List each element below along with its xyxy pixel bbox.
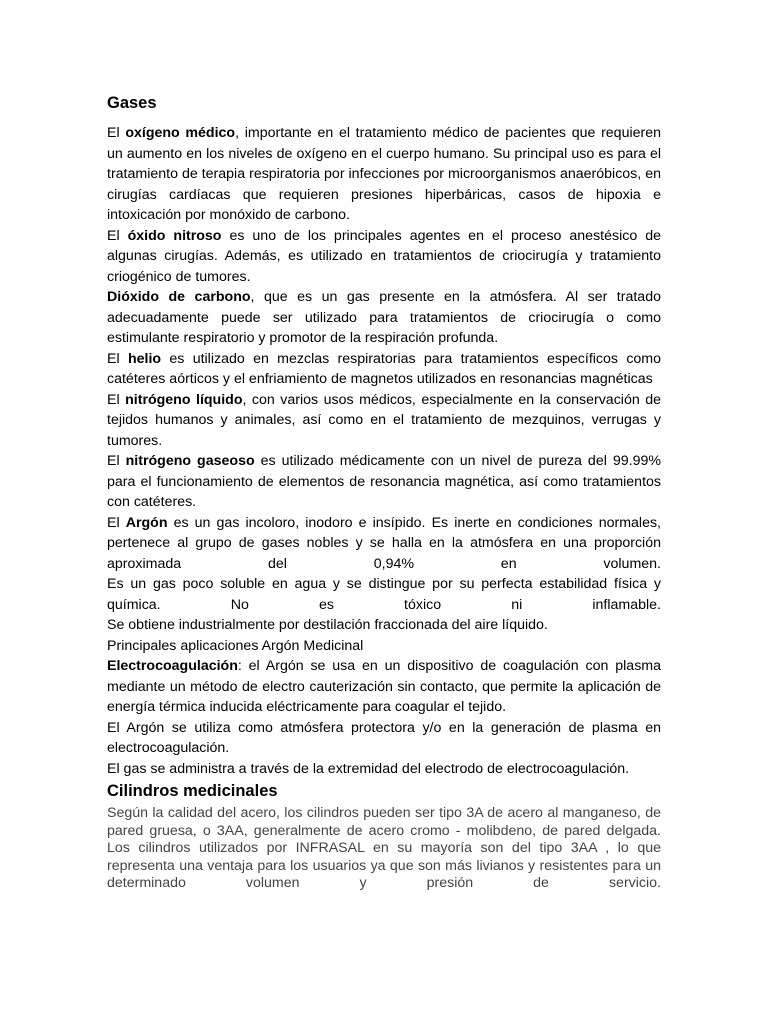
paragraph-oxido-nitroso — [107, 226, 661, 288]
paragraph-gas-administra: El gas se administra a través de la extremidad del electrodo de electrocoagulación. — [107, 760, 630, 777]
document-page — [107, 92, 661, 893]
paragraph-cilindros: Según la calidad del acero, los cilindros pueden ser tipo 3A de acero al manganeso, de pared gruesa, o 3AA, generalmente de acero cromo - molibdeno, de pared delgada. Los cilindros utilizados por INFRASAL en su mayoría son del tipo 3AA , lo que representa una ventaja para los usuarios ya que son más livianos y resistentes para un determinado volumen y presión de servicio. — [107, 805, 661, 892]
text-oxido-pre: El — [107, 227, 128, 244]
term-nitrogeno-liquido: nitrógeno líquido — [125, 391, 243, 408]
text-oxigeno-body: , importante en el tratamiento médico de pacientes que requieren un aumento en los niveles de oxígeno en el cuerpo humano. Su principal uso es para el tratamiento de terapia respiratoria por infecciones por microorganismos anaeróbicos, en cirugías cardíacas que requieren presiones hiperbáricas, casos de hipoxia e intoxicación por monóxido de carbono. — [107, 125, 662, 223]
term-helio: helio — [127, 350, 162, 367]
term-nitrogeno-gaseoso: nitrógeno gaseoso — [125, 453, 255, 469]
paragraph-oxigeno — [107, 123, 661, 226]
text-nitrogeno-liquido-body: , con varios usos médicos, especialmente en la conservación de tejidos humanos y animales, así como en el tratamiento de mezquinos, verrugas y tumores. — [107, 391, 661, 449]
paragraph-nitrogeno-gaseoso — [107, 451, 661, 513]
term-dioxido-carbono: Dióxido de carbono — [107, 289, 251, 305]
term-electrocoagulacion: Electrocoagulación — [107, 658, 238, 674]
paragraph-aplicaciones: Principales aplicaciones Argón Medicinal — [107, 637, 364, 654]
paragraph-argon-obtiene: Se obtiene industrialmente por destilación fraccionada del aire líquido. — [107, 617, 548, 633]
term-oxido-nitroso: óxido nitroso — [127, 227, 222, 244]
paragraph-electrocoagulacion — [107, 656, 661, 718]
text-argon-pre: El — [107, 514, 126, 531]
paragraph-helio — [107, 349, 661, 390]
text-oxigeno-pre: El — [107, 125, 126, 141]
text-helio-body: es utilizado en mezclas respiratorias para tratamientos específicos como catéteres aórticos y el enfriamiento de magnetos utilizados en resonancias magnéticas — [107, 350, 662, 387]
text-argon-body: es un gas incoloro, inodoro e insípido. Es inerte en condiciones normales, pertenece al grupo de gases nobles y se halla en la atmósfera en una proporción aproximada del 0,94% en volumen. — [107, 514, 661, 572]
heading-cilindros-medicinales: Cilindros medicinales — [107, 782, 278, 800]
paragraph-nitrogeno-liquido — [107, 390, 661, 452]
paragraph-argon-soluble: Es un gas poco soluble en agua y se distingue por su perfecta estabilidad física y química. No es tóxico ni inflamable. — [107, 576, 661, 613]
text-nitrogeno-gaseoso-pre: El — [107, 453, 126, 469]
text-nitrogeno-liquido-pre: El — [107, 391, 126, 408]
heading-gases: Gases — [107, 94, 157, 112]
text-dioxido-body: , que es un gas presente en la atmósfera. Al ser tratado adecuadamente puede ser utilizado para tratamientos de criocirugía o como estimulante respiratorio y promotor de la respiración profunda. — [107, 289, 661, 346]
paragraph-argon — [107, 513, 661, 575]
text-helio-pre: El — [107, 350, 128, 367]
term-oxigeno-medico: oxígeno médico — [125, 125, 236, 141]
text-nitrogeno-gaseoso-body: es utilizado médicamente con un nivel de pureza del 99.99% para el funcionamiento de elementos de resonancia magnética, así como tratamientos con catéteres. — [107, 453, 661, 510]
text-oxido-body: es uno de los principales agentes en el proceso anestésico de algunas cirugías. Además, es utilizado en tratamientos de criocirugía y tratamiento criogénico de tumores. — [107, 227, 661, 285]
term-argon: Argón — [125, 514, 168, 531]
paragraph-dioxido-carbono — [107, 287, 661, 349]
paragraph-argon-atmosfera: El Argón se utiliza como atmósfera protectora y/o en la generación de plasma en electrocoagulación. — [107, 719, 661, 756]
text-electrocoagulacion-body: : el Argón se usa en un dispositivo de coagulación con plasma mediante un método de electro cauterización sin contacto, que permite la aplicación de energía térmica inducida eléctricamente para coagular el tejido. — [107, 658, 661, 715]
